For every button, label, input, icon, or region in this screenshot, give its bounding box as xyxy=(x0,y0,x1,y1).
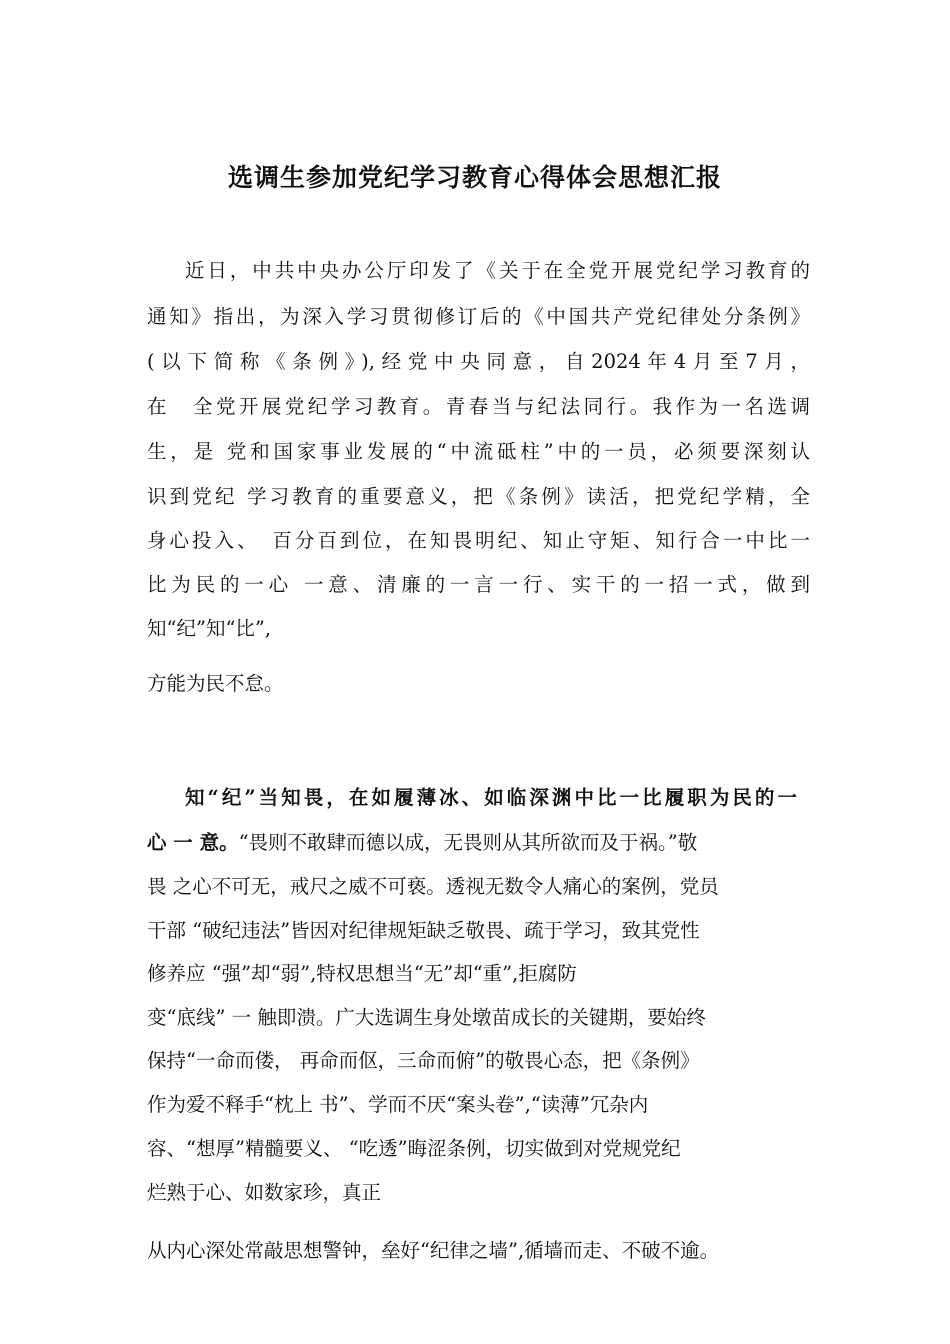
paragraph2-line: 烂熟于心、如数家珍，真正 xyxy=(147,1181,382,1204)
paragraph2-line: 干部 “破纪违法”皆因对纪律规矩缺乏敬畏、疏于学习，致其党性 xyxy=(147,919,700,942)
paragraph2-line: 畏 之心不可无，戒尺之威不可亵。透视无数令人痛心的案例，党员 xyxy=(147,875,719,898)
paragraph2-line: 变“底线” 一 触即溃。广大选调生身处墩苗成长的关键期，要始终 xyxy=(147,1006,706,1029)
paragraph2-line: 修养应 “强”却“弱”,特权思想当“无”却“重”,拒腐防 xyxy=(147,962,577,985)
paragraph1-line: 通知》指出，为深入学习贯彻修订后的《中国共产党纪律处分条例》 xyxy=(147,305,810,328)
paragraph1-line: 生，是 党和国家事业发展的“中流砥柱”中的一员，必须要深刻认 xyxy=(147,440,810,463)
paragraph2-line: 保持“一命而偻， 再命而伛，三命而俯”的敬畏心态，把《条例》 xyxy=(147,1049,700,1072)
paragraph1-tail: 方能为民不怠。 xyxy=(147,672,284,695)
paragraph1-line: 身心投入、 百分百到位，在知畏明纪、知止守矩、知行合一中比一 xyxy=(147,529,810,552)
paragraph1-line: 识到党纪 学习教育的重要意义，把《条例》读活，把党纪学精，全 xyxy=(147,485,810,508)
paragraph2-heading: 知“纪”当知畏，在如履薄冰、如临深渊中比一比履职为民的一 xyxy=(185,786,797,809)
paragraph1-line: 在 全党开展党纪学习教育。青春当与纪法同行。我作为一名选调 xyxy=(147,395,810,418)
paragraph1-line: 知“纪”知“比”, xyxy=(147,617,272,640)
paragraph1-line: (以下简称《条例》),经党中央同意，自2024年4月至7月， xyxy=(147,350,810,373)
paragraph2-quote: “畏则不敢肆而德以成，无畏则从其所欲而及于祸。”敬 xyxy=(238,831,698,854)
paragraph2-line xyxy=(147,829,697,857)
paragraph1-line: 比为民的一心 一意、清廉的一言一行、实干的一招一式，做到 xyxy=(147,573,810,596)
paragraph1-line: 近日，中共中央办公厅印发了《关于在全党开展党纪学习教育的 xyxy=(185,259,810,282)
document-title: 选调生参加党纪学习教育心得体会思想汇报 xyxy=(227,163,722,192)
paragraph2-line: 作为爱不释手“枕上 书”、学而不厌“案头卷”,“读薄”冗杂内 xyxy=(147,1093,649,1116)
paragraph2-tail: 从内心深处常敲思想警钟，垒好“纪律之墙”,循墙而走、不破不逾。 xyxy=(147,1239,720,1262)
paragraph2-heading-end: 心 一 意。 xyxy=(147,831,239,854)
paragraph2-line: 容、“想厚”精髓要义、 “吃透”晦涩条例，切实做到对党规党纪 xyxy=(147,1137,681,1160)
